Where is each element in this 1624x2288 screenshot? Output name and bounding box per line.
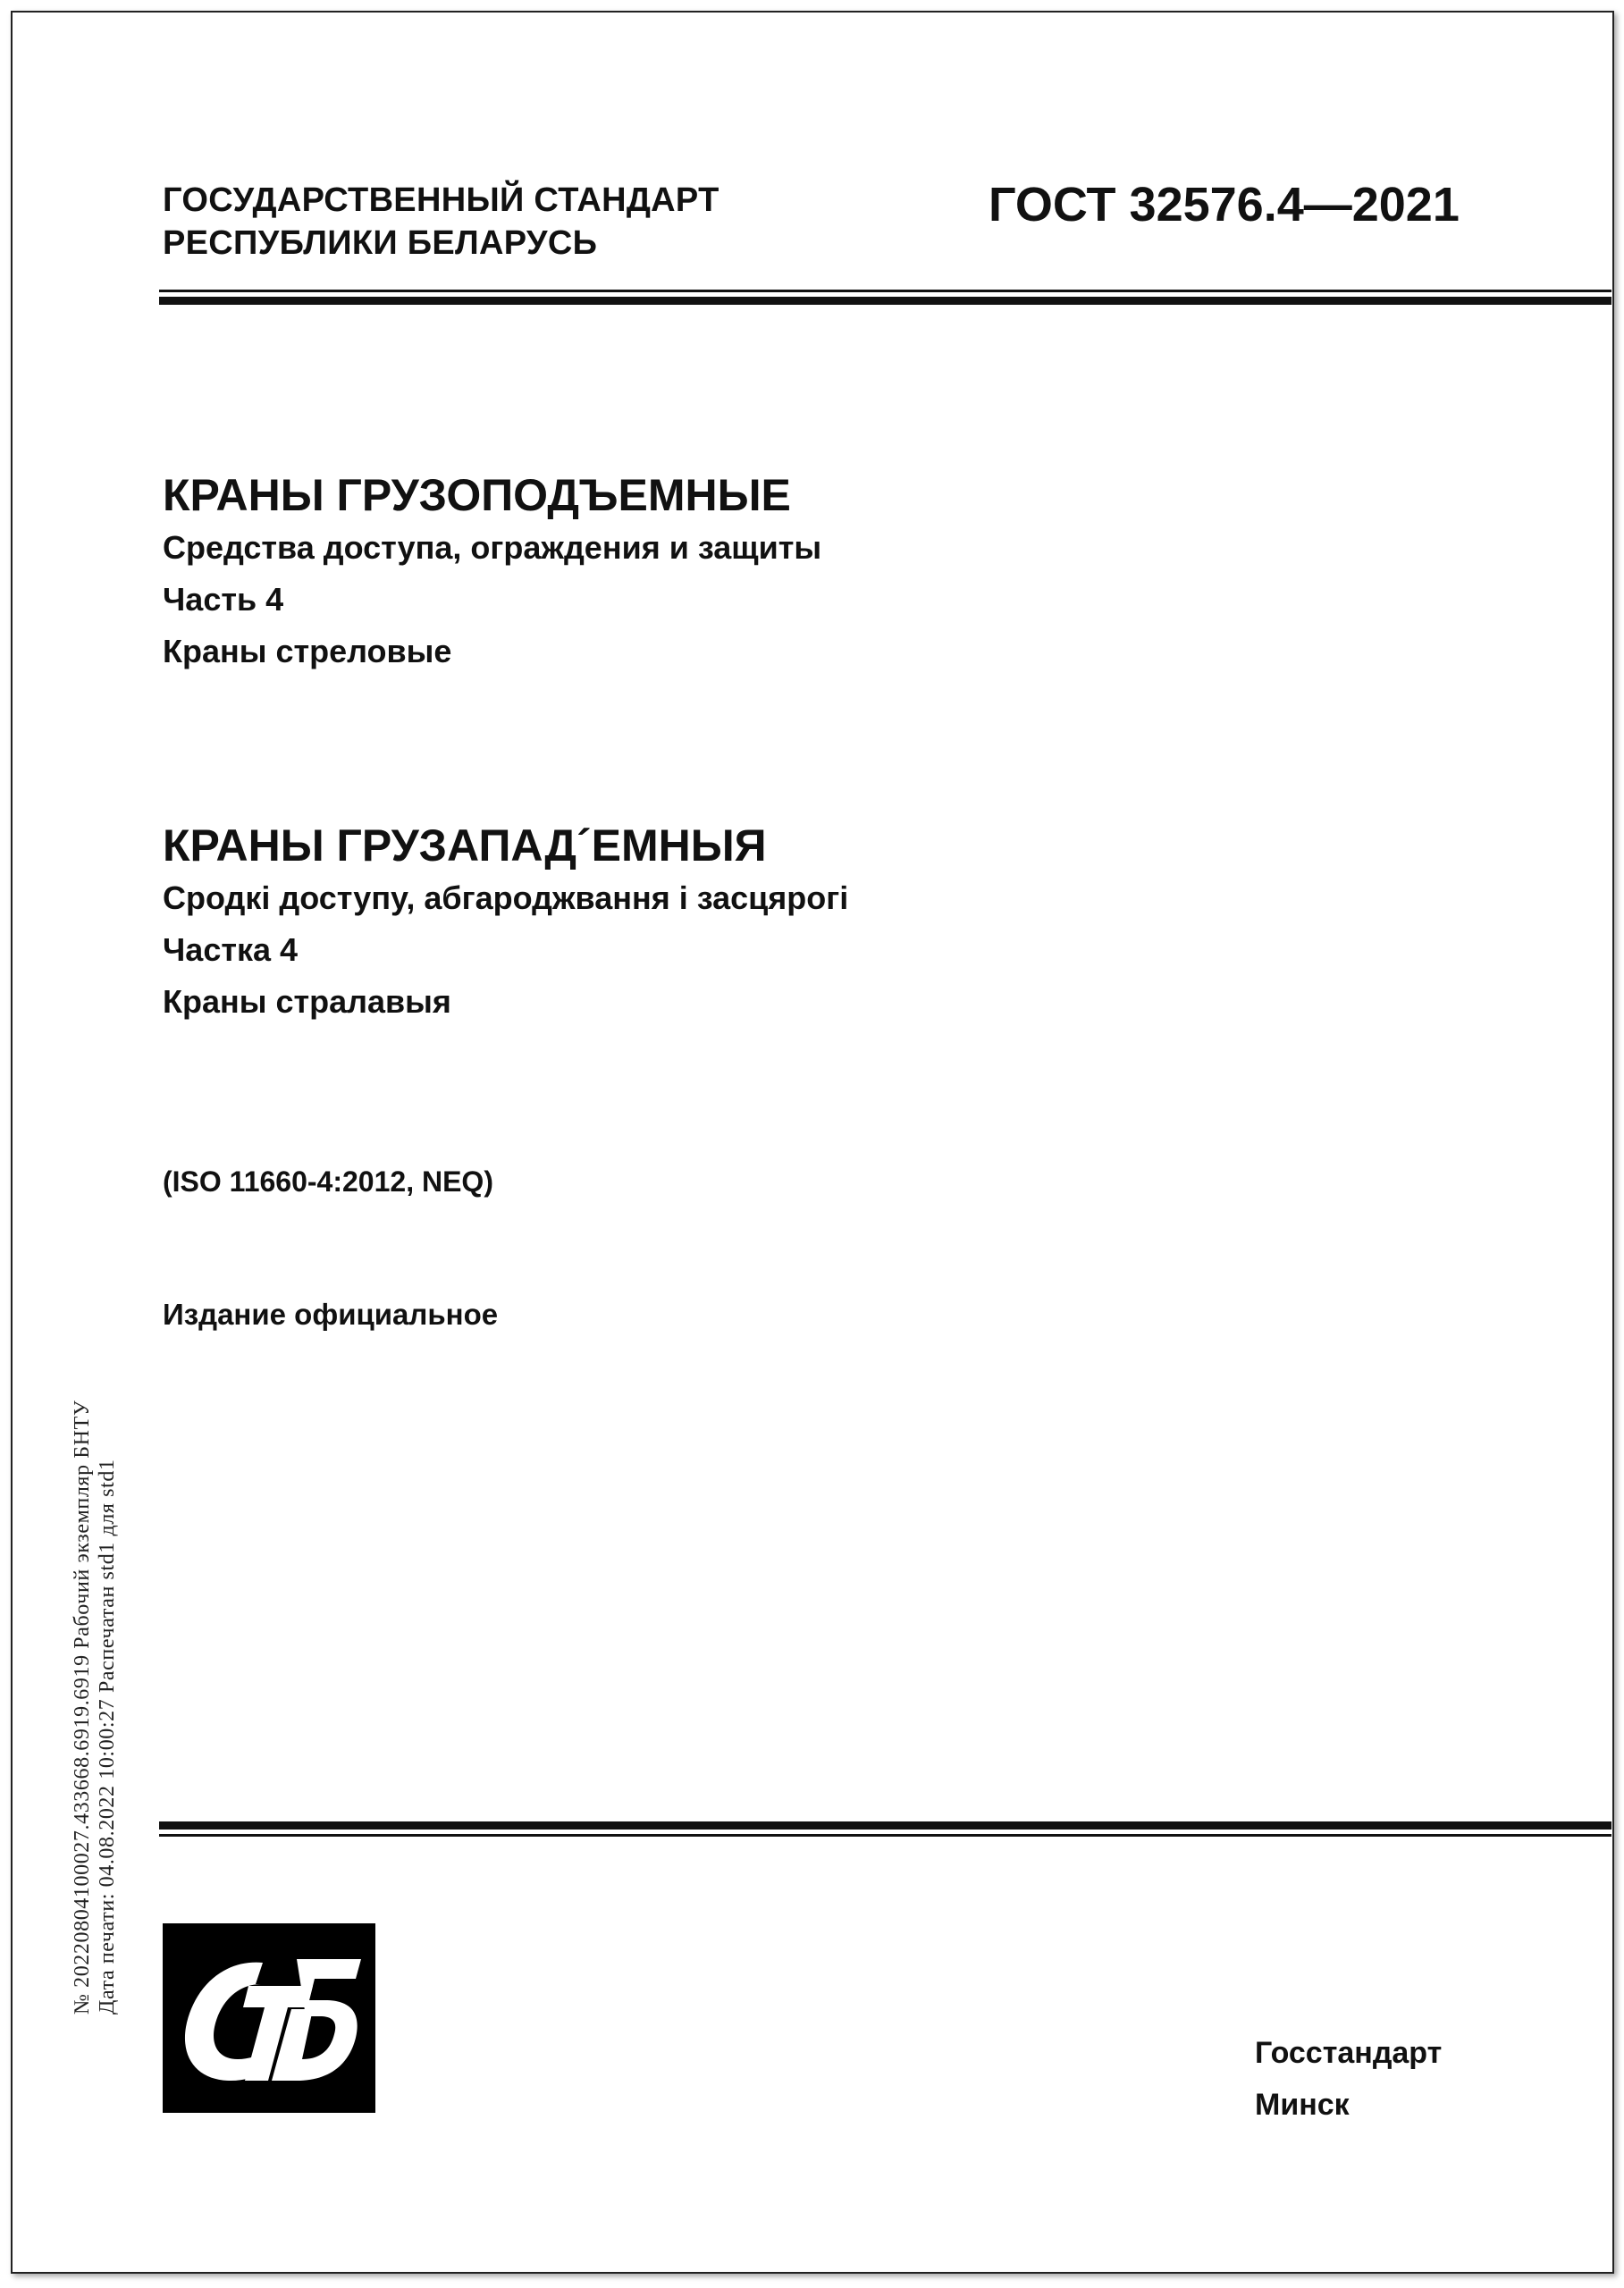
footer-rule-thin [159, 1834, 1611, 1837]
title-by-line-3: Краны стралавыя [163, 983, 451, 1020]
standard-designation: ГОСТ 32576.4—2021 [989, 178, 1460, 231]
iso-reference: (ISO 11660-4:2012, NEQ) [163, 1165, 493, 1198]
issuing-organization [163, 179, 719, 265]
title-by-line-2: Частка 4 [163, 931, 299, 968]
title-ru-line-1: Средства доступа, ограждения и защиты [163, 529, 822, 566]
header-rule-thin [159, 290, 1611, 292]
publisher-city: Минск [1255, 2088, 1350, 2122]
stb-logo-icon [163, 1923, 375, 2113]
title-ru-main: КРАНЫ ГРУЗОПОДЪЕМНЫЕ [163, 470, 791, 520]
edition-note: Издание официальное [163, 1298, 499, 1331]
publisher [1255, 2027, 1442, 2131]
print-stamp-line-2: Дата печати: 04.08.2022 10:00:27 Распечатан std1 для std1 [96, 1459, 119, 2015]
print-stamp [70, 1401, 120, 2015]
title-by-main: КРАНЫ ГРУЗАПАД´ЕМНЫЯ [163, 820, 767, 871]
publisher-name: Госстандарт [1255, 2036, 1443, 2070]
document-page [11, 11, 1614, 2274]
org-line-1: ГОСУДАРСТВЕННЫЙ СТАНДАРТ [163, 181, 719, 219]
footer-rule-thick [159, 1821, 1611, 1830]
org-line-2: РЕСПУБЛИКИ БЕЛАРУСЬ [163, 224, 598, 262]
title-ru-line-3: Краны стреловые [163, 633, 452, 669]
title-belarusian [163, 819, 848, 1028]
stb-logo-graphic [163, 1923, 375, 2113]
title-russian [163, 468, 821, 677]
title-by-line-1: Сродкі доступу, абгароджвання і засцярогі [163, 879, 849, 916]
print-stamp-line-1: № 20220804100027.433668.6919.6919 Рабочий экземпляр БНТУ [71, 1400, 94, 2015]
header-rule-thick [159, 297, 1611, 305]
title-ru-line-2: Часть 4 [163, 581, 284, 618]
